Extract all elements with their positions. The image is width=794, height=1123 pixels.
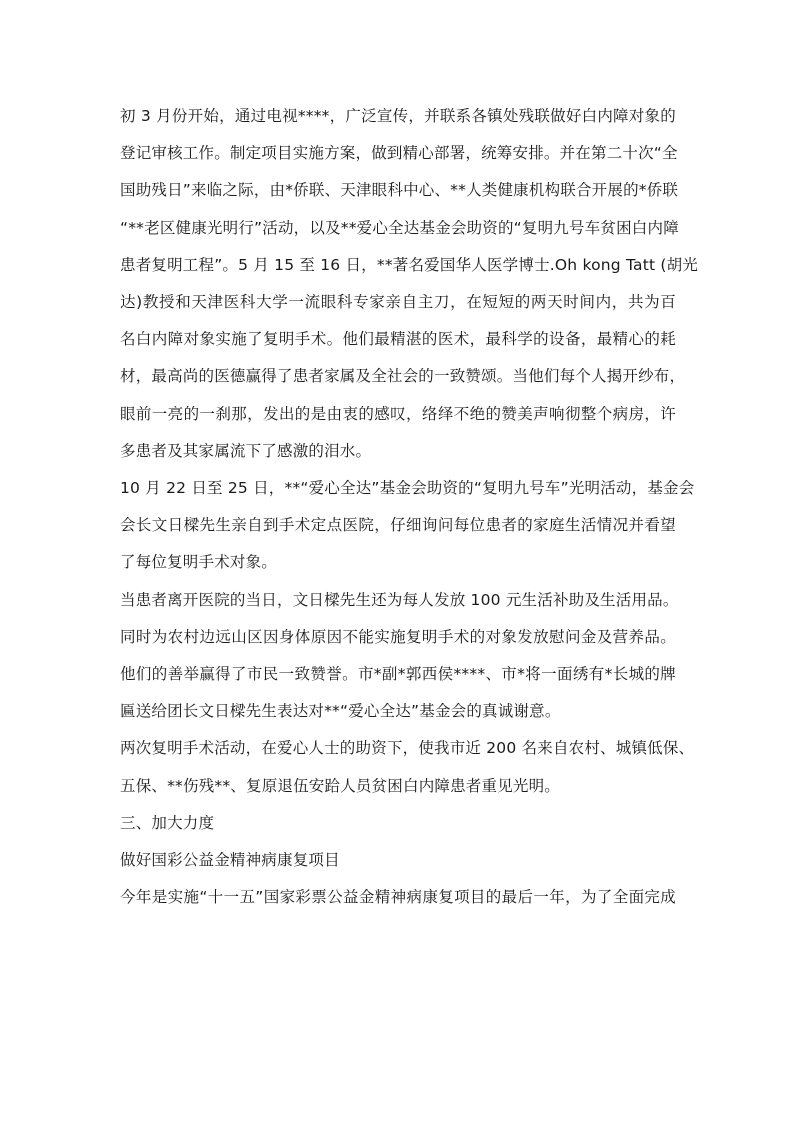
text-line: 10 月 22 日至 25 日，**“爱心全达”基金会助资的“复明九号车”光明活动，基金会 [120,479,695,498]
text-line: 患者复明工程”。5 月 15 至 16 日，**著名爱国华人医学博士.Oh kong Tatt (胡光 [120,255,699,274]
text-line: 同时为农村边远山区因身体原因不能实施复明手术的对象发放慰问金及营养品。 [120,627,676,646]
text-line: 五保、**伤残**、复原退伍安跲人员贫困白内障患者重见光明。 [120,776,561,795]
section-heading [120,805,676,842]
text-line: 做好国彩公益金精神病康复项目 [120,851,340,870]
text-line: 他们的善举赢得了市民一致赞誉。市*副*郭西侯****、市*将一面绣有*长城的牌 [120,665,676,684]
paragraph-discharge-day [120,582,679,731]
text-line: 初 3 月份开始，通过电视****，广泛宣传，并联系各镇处残联做好白内障对象的 [120,107,676,125]
document-body [120,98,699,916]
text-line: 国助残日”来临之际，由*侨联、天津眼科中心、**人类健康机构联合开展的*侨联 [120,181,679,200]
text-line: 达)教授和天津医科大学一流眼科专家亲自主刀，在短短的两天时间内，共为百 [120,293,676,312]
text-line: 匾送给团长文日樑先生表达对**“爱心全达”基金会的真诚谢意。 [120,702,561,721]
paragraph-lottery-project [120,879,676,916]
text-line: 多患者及其家属流下了感激的泪水。 [120,441,372,460]
paragraph-october-activity [120,470,695,582]
text-line: “**老区健康光明行”活动，以及**爱心全达基金会助资的“复明九号车贫困白内障 [120,218,679,237]
text-line: 眼前一亮的一刹那，发出的是由衷的感叹，络绎不绝的赞美声响彻整个病房，许 [120,404,676,423]
text-line: 登记审核工作。制定项目实施方案，做到精心部署，统筹安排。并在第二十次“全 [120,144,678,163]
paragraph-cataract-project [120,98,699,470]
text-line: 了每位复明手术对象。 [120,553,278,572]
text-line: 当患者离开医院的当日，文日樑先生还为每人发放 100 元生活补助及生活用品。 [120,590,679,609]
text-line: 材，最高尚的医德赢得了患者家属及全社会的一致赞颂。当他们每个人揭开纱布， [120,367,686,386]
text-line: 会长文日樑先生亲自到手术定点医院，仔细询问每位患者的家庭生活情况并看望 [120,516,676,535]
text-line: 名白内障对象实施了复明手术。他们最精湛的医术，最科学的设备，最精心的耗 [120,330,676,349]
text-line: 三、加大力度 [120,813,215,832]
paragraph-two-surgeries [120,730,695,804]
text-line: 两次复明手术活动，在爱心人士的助资下，使我市近 200 名来自农村、城镇低保、 [120,739,695,758]
subsection-heading [120,842,676,879]
text-line: 今年是实施“十一五”国家彩票公益金精神病康复项目的最后一年，为了全面完成 [120,888,676,907]
